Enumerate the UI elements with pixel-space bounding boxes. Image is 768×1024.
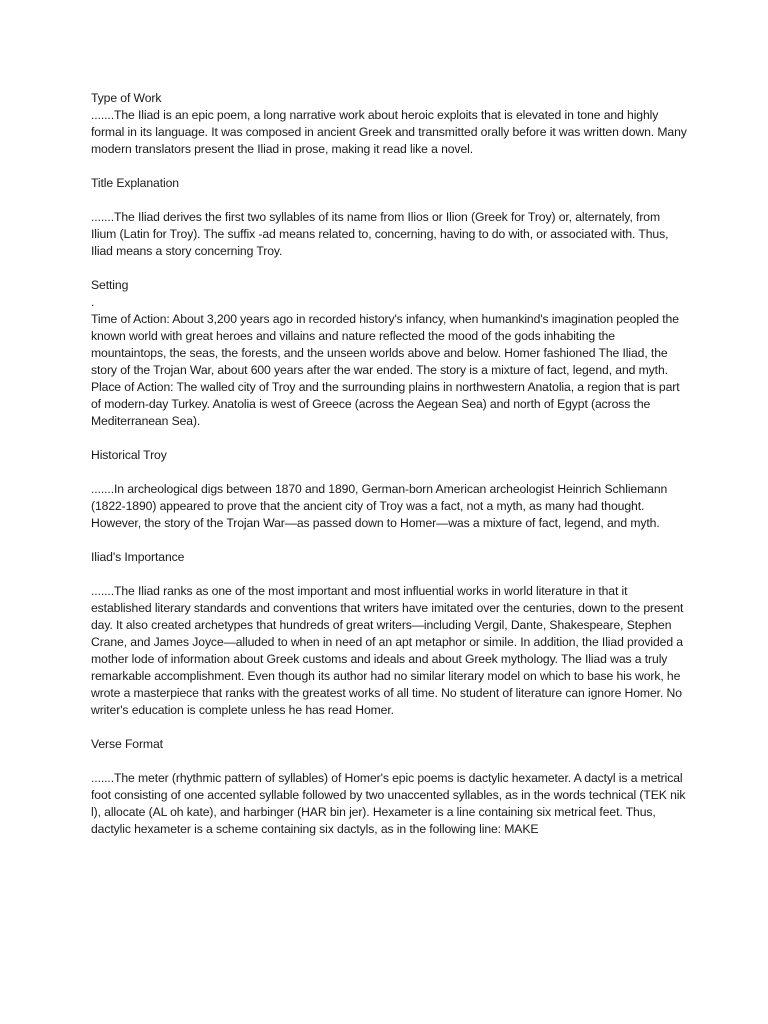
section-body-title-explanation: .......The Iliad derives the first two syllables of its name from Ilios or Ilion (Greek for Troy) or, alternately, from Ilium (Latin for Troy). The suffix -ad means related to, concerning, having to do with, or associated with. Thus, Iliad means a story concerning Troy. xyxy=(91,210,669,258)
section-heading-setting: Setting xyxy=(91,278,129,292)
section-body-historical-troy: .......In archeological digs between 1870 and 1890, German-born American archeologist Heinrich Schliemann (1822-1890) appeared to prove that the ancient city of Troy was a fact, not a myth, as many had thought. However, the story of the Trojan War—as passed down to Homer—was a mixture of fact, legend, and myth. xyxy=(91,482,668,530)
section-heading-verse-format: Verse Format xyxy=(91,737,163,751)
section-body-verse-format: .......The meter (rhythmic pattern of syllables) of Homer's epic poems is dactylic hexameter. A dactyl is a metrical foot consisting of one accented syllable followed by two unaccented syllables, as in the words technical (TEK nik l), allocate (AL oh kate), and harbinger (HAR bin jer). Hexameter is a line containing six metrical feet. Thus, dactylic hexameter is a scheme containing six dactyls, as in the following line: MAKE xyxy=(91,771,686,836)
section-heading-iliads-importance: Iliad's Importance xyxy=(91,550,185,564)
setting-place-of-action: Place of Action: The walled city of Troy and the surrounding plains in northwestern Anatolia, a region that is part of modern-day Turkey. Anatolia is west of Greece (across the Aegean Sea) and north of Egypt (across the Mediterranean Sea). xyxy=(91,380,680,428)
section-body-iliads-importance: .......The Iliad ranks as one of the most important and most influential works in world literature in that it established literary standards and conventions that writers have imitated over the centuries, down to the present day. It also created archetypes that hundreds of great writers—including Vergil, Dante, Shakespeare, Stephen Crane, and James Joyce—alluded to when in need of an apt metaphor or simile. In addition, the Iliad provided a mother lode of information about Greek customs and ideals and about Greek mythology. The Iliad was a truly remarkable accomplishment. Even though its author had no similar literary model on which to base his work, he wrote a masterpiece that ranks with the greatest works of all time. No student of literature can ignore Homer. No writer's education is complete unless he has read Homer. xyxy=(91,584,684,717)
setting-time-of-action: Time of Action: About 3,200 years ago in recorded history's infancy, when humankind's imagination peopled the known world with great heroes and villains and nature reflected the mood of the gods inhabiting the mountaintops, the seas, the forests, and the unseen worlds above and below. Homer fashioned The Iliad, the story of the Trojan War, about 600 years after the war ended. The story is a mixture of fact, legend, and myth. xyxy=(91,312,679,377)
setting-dot: . xyxy=(91,295,95,309)
section-heading-title-explanation: Title Explanation xyxy=(91,176,179,190)
section-heading-historical-troy: Historical Troy xyxy=(91,448,167,462)
section-body-type-of-work: .......The Iliad is an epic poem, a long narrative work about heroic exploits that is elevated in tone and highly formal in its language. It was composed in ancient Greek and transmitted orally before it was written down. Many modern translators present the Iliad in prose, making it read like a novel. xyxy=(91,108,687,156)
section-heading-type-of-work: Type of Work xyxy=(91,91,162,105)
document-body xyxy=(91,90,687,838)
